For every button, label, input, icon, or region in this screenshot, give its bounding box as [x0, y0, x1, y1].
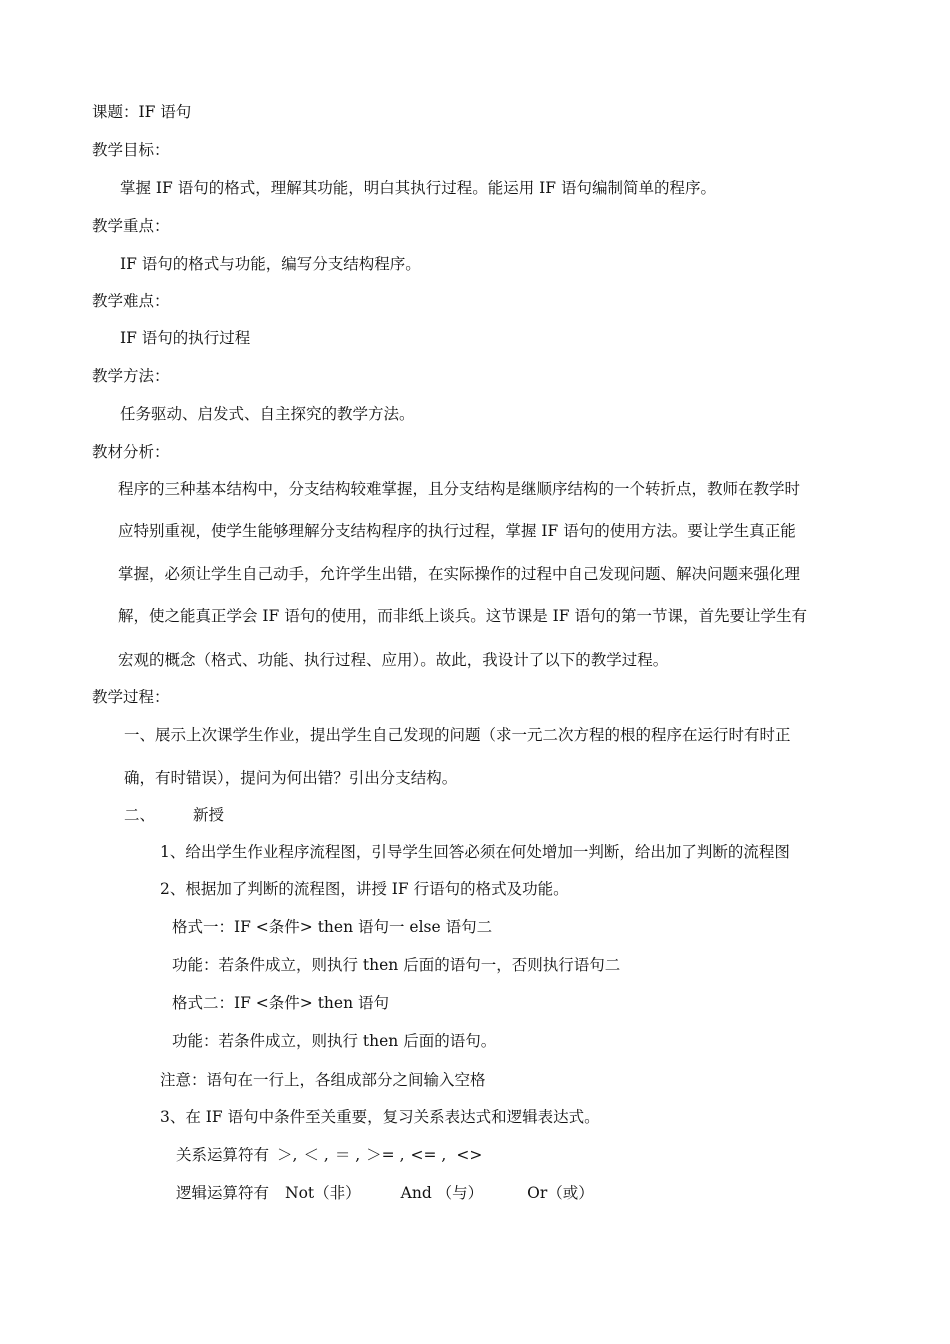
function-two: 功能：若条件成立，则执行 then 后面的语句。	[172, 1032, 497, 1050]
focus-heading: 教学重点：	[92, 217, 170, 235]
relational-op: <>	[456, 1146, 483, 1164]
function-one: 功能：若条件成立，则执行 then 后面的语句一，否则执行语句二	[172, 956, 621, 974]
analysis-line: 掌握，必须让学生自己动手，允许学生出错，在实际操作的过程中自己发现问题、解决问题来强化理	[118, 565, 801, 583]
step-two-heading	[124, 804, 224, 826]
lesson-title: 课题：IF 语句	[92, 103, 192, 121]
relational-op: ＞= ,	[366, 1146, 405, 1164]
logical-op: And （与）	[400, 1184, 484, 1202]
analysis-line: 程序的三种基本结构中，分支结构较难掌握，且分支结构是继顺序结构的一个转折点，教师在教学时	[118, 480, 801, 498]
logical-op: Or（或）	[527, 1184, 594, 1202]
goals-text: 掌握 IF 语句的格式，理解其功能，明白其执行过程。能运用 IF 语句编制简单的程序。	[120, 179, 716, 197]
analysis-heading: 教材分析：	[92, 443, 170, 461]
analysis-line: 应特别重视，使学生能够理解分支结构程序的执行过程，掌握 IF 语句的使用方法。要让学生真正能	[118, 522, 796, 540]
sub-item-3: 3、在 IF 语句中条件至关重要，复习关系表达式和逻辑表达式。	[160, 1108, 600, 1126]
note-text: 注意：语句在一行上，各组成部分之间输入空格	[160, 1071, 486, 1089]
logical-operators	[176, 1182, 594, 1204]
step-one-line: 一、展示上次课学生作业，提出学生自己发现的问题（求一元二次方程的根的程序在运行时有时正	[124, 726, 791, 744]
analysis-line: 宏观的概念（格式、功能、执行过程、应用）。故此，我设计了以下的教学过程。	[118, 651, 669, 669]
step-two-number: 二、	[124, 806, 156, 824]
process-heading: 教学过程：	[92, 688, 170, 706]
difficulty-heading: 教学难点：	[92, 292, 170, 310]
method-text: 任务驱动、启发式、自主探究的教学方法。	[120, 405, 415, 423]
relational-op: ＝ ,	[334, 1146, 361, 1164]
relational-op: ＞,	[277, 1146, 298, 1164]
sub-item-2: 2、根据加了判断的流程图，讲授 IF 行语句的格式及功能。	[160, 880, 569, 898]
analysis-line: 解，使之能真正学会 IF 语句的使用，而非纸上谈兵。这节课是 IF 语句的第一节课，首先要让学生有	[118, 607, 807, 625]
method-heading: 教学方法：	[92, 367, 170, 385]
focus-text: IF 语句的格式与功能，编写分支结构程序。	[120, 255, 421, 273]
relational-operators	[176, 1144, 482, 1166]
format-two: 格式二：IF <条件> then 语句	[172, 994, 390, 1012]
relational-op: <= ,	[410, 1146, 447, 1164]
logical-op: Not（非）	[285, 1184, 361, 1202]
goals-heading: 教学目标：	[92, 141, 170, 159]
step-two-label: 新授	[193, 806, 225, 824]
difficulty-text: IF 语句的执行过程	[120, 329, 251, 347]
sub-item-1: 1、给出学生作业程序流程图，引导学生回答必须在何处增加一判断，给出加了判断的流程图	[160, 843, 790, 861]
logical-label: 逻辑运算符有	[176, 1184, 270, 1202]
relational-label: 关系运算符有	[176, 1146, 270, 1164]
format-one: 格式一：IF <条件> then 语句一 else 语句二	[172, 918, 493, 936]
step-one-line: 确，有时错误），提问为何出错？引出分支结构。	[124, 769, 458, 787]
relational-op: ＜ ,	[303, 1146, 329, 1164]
